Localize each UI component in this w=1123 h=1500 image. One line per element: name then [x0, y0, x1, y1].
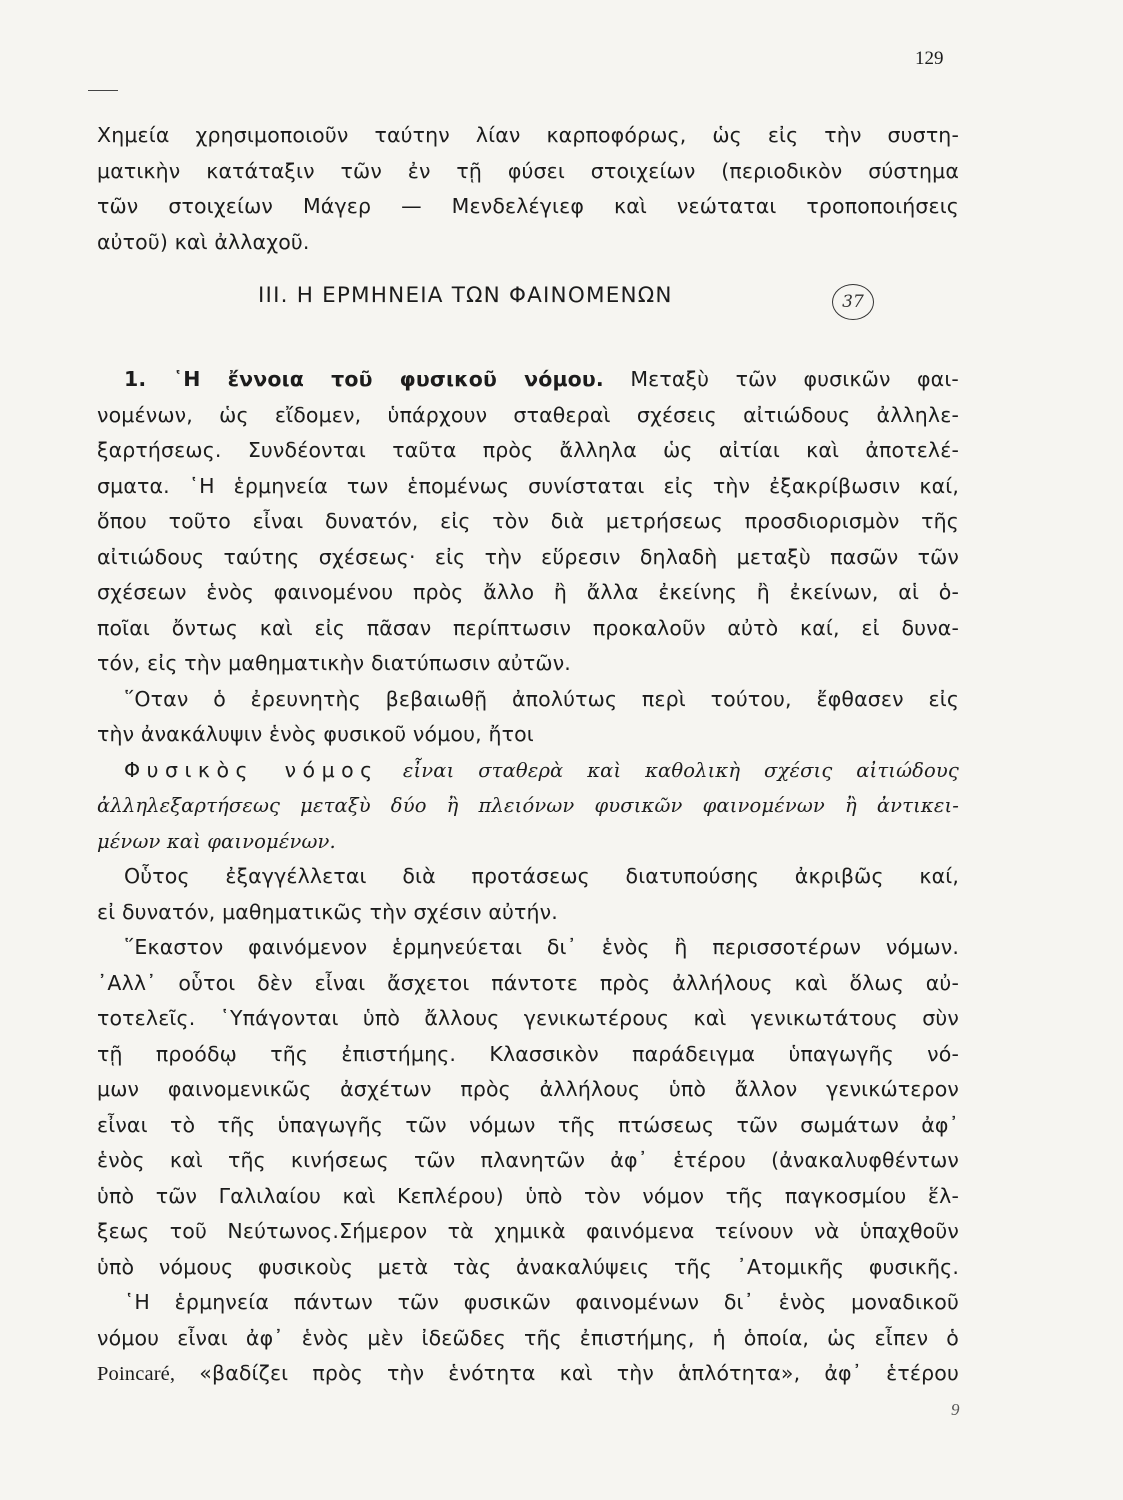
author-name: Poincaré, [97, 1363, 176, 1385]
text-line: τῶν στοιχείων Μάγερ — Μενδελέγιεφ καὶ νεώταται τροποποιήσεις [97, 194, 959, 218]
text-line: νομένων, ὡς εἴδομεν, ὑπάρχουν σταθεραὶ σχέσεις αἰτιώδους ἀλληλε- [97, 402, 959, 427]
text-line: ῞Εκαστον φαινόμενον ἑρμηνεύεται δι᾽ ἑνὸς ἢ περισσοτέρων νόμων. [124, 935, 959, 959]
text-line: ποῖαι ὄντως καὶ εἰς πᾶσαν περίπτωσιν προκαλοῦν αὐτὸ καί, εἰ δυνα- [97, 615, 959, 640]
chapter-heading: III. Η ΕΡΜΗΝΕΙΑ ΤΩΝ ΦΑΙΝΟΜΕΝΩΝ [258, 283, 673, 308]
stamp-mark: 37 [832, 284, 874, 320]
text-line: ὅπου τοῦτο εἶναι δυνατόν, εἰς τὸν διὰ μετρήσεως προσδιορισμὸν τῆς [97, 509, 959, 533]
text-line: σχέσεων ἑνὸς φαινομένου πρὸς ἄλλο ἢ ἄλλα ἐκείνης ἢ ἐκείνων, αἱ ὁ- [97, 580, 959, 604]
text-line: νόμου εἶναι ἀφ᾽ ἑνὸς μὲν ἰδεῶδες τῆς ἐπιστήμης, ἡ ὁποία, ὡς εἶπεν ὁ [97, 1325, 959, 1350]
section-first-line-text: Μεταξὺ τῶν φυσικῶν φαι- [630, 367, 959, 391]
corner-mark: 9 [951, 1400, 960, 1419]
text-line: τοτελεῖς. ῾Υπάγονται ὑπὸ ἄλλους γενικωτέρους καὶ γενικωτάτους σὺν [97, 1006, 959, 1030]
definition-line: ἀλληλεξαρτήσεως μεταξὺ δύο ἢ πλειόνων φυσικῶν φαινομένων ἢ ἀντικει- [97, 794, 959, 817]
text-line: τόν, εἰς τὴν μαθηματικὴν διατύπωσιν αὐτῶν. [97, 651, 571, 675]
section-first-line [97, 362, 959, 398]
text-line: ὑπὸ νόμους φυσικοὺς μετὰ τὰς ἀνακαλύψεις τῆς ᾽Ατομικῆς φυσικῆς. [97, 1254, 959, 1279]
text-line: ματικὴν κατάταξιν τῶν ἐν τῇ φύσει στοιχείων (περιοδικὸν σύστημα [97, 158, 959, 183]
section-number: 1. [124, 367, 147, 391]
text-line: Οὗτος ἐξαγγέλλεται διὰ προτάσεως διατυπούσης ἀκριβῶς καί, [124, 864, 959, 888]
text-line: σματα. ῾Η ἑρμηνεία των ἑπομένως συνίσταται εἰς τὴν ἐξακρίβωσιν καί, [97, 473, 959, 498]
definition-line: μένων καὶ φαινομένων. [97, 829, 336, 853]
intro-paragraph [97, 118, 959, 260]
text-line: ᾽Αλλ᾽ οὗτοι δὲν εἶναι ἄσχετοι πάντοτε πρὸς ἀλλήλους καὶ ὅλως αὐ- [97, 970, 959, 995]
text-line: ξαρτήσεως. Συνδέονται ταῦτα πρὸς ἄλληλα ὡς αἰτίαι καὶ ἀποτελέ- [97, 438, 959, 462]
text-line: αἰτιώδους ταύτης σχέσεως· εἰς τὴν εὕρεσιν δηλαδὴ μεταξὺ πασῶν τῶν [97, 544, 959, 569]
text-line: ξεως τοῦ Νεύτωνος.Σήμερον τὰ χημικὰ φαινόμενα τείνουν νὰ ὑπαχθοῦν [97, 1219, 959, 1243]
text-line: ἑνὸς καὶ τῆς κινήσεως τῶν πλανητῶν ἀφ᾽ ἑτέρου (ἀνακαλυφθέντων [97, 1148, 959, 1172]
text-line: τὴν ἀνακάλυψιν ἑνὸς φυσικοῦ νόμου, ἤτοι [97, 722, 534, 746]
text-line: ῾Η ἑρμηνεία πάντων τῶν φυσικῶν φαινομένων δι᾽ ἑνὸς μοναδικοῦ [124, 1290, 959, 1314]
top-rule [88, 90, 118, 91]
section-title: ῾Η ἔννοια τοῦ φυσικοῦ νόμου. [172, 367, 604, 391]
text-line: ῞Οταν ὁ ἐρευνητὴς βεβαιωθῇ ἀπολύτως περὶ τούτου, ἔφθασεν εἰς [124, 686, 959, 711]
definition-line [97, 753, 959, 789]
quote-text: «βαδίζει πρὸς τὴν ἑνότητα καὶ τὴν ἁπλότητα», ἀφ᾽ ἑτέρου [199, 1361, 959, 1385]
text-line [97, 1356, 959, 1392]
page-number: 129 [915, 48, 944, 69]
text-line: εἰ δυνατόν, μαθηματικῶς τὴν σχέσιν αὐτήν. [97, 899, 558, 924]
definition-term: Φυσικὸς νόμος [124, 757, 379, 782]
text-line: Χημεία χρησιμοποιοῦν ταύτην λίαν καρποφόρως, ὡς εἰς τὴν συστη- [97, 123, 959, 147]
text-line: τῇ προόδῳ τῆς ἐπιστήμης. Κλασσικὸν παράδειγμα ὑπαγωγῆς νό- [97, 1041, 959, 1066]
section-paragraph [97, 362, 959, 1392]
text-line: εἶναι τὸ τῆς ὑπαγωγῆς τῶν νόμων τῆς πτώσεως τῶν σωμάτων ἀφ᾽ [97, 1112, 959, 1137]
text-line: αὐτοῦ) καὶ ἀλλαχοῦ. [97, 229, 310, 254]
text-line: μων φαινομενικῶς ἀσχέτων πρὸς ἀλλήλους ὑπὸ ἄλλον γενικώτερον [97, 1077, 959, 1101]
definition-text: εἶναι σταθερὰ καὶ καθολικὴ σχέσις αἰτιώδους [402, 758, 959, 782]
text-line: ὑπὸ τῶν Γαλιλαίου καὶ Κεπλέρου) ὑπὸ τὸν νόμον τῆς παγκοσμίου ἕλ- [97, 1183, 959, 1208]
